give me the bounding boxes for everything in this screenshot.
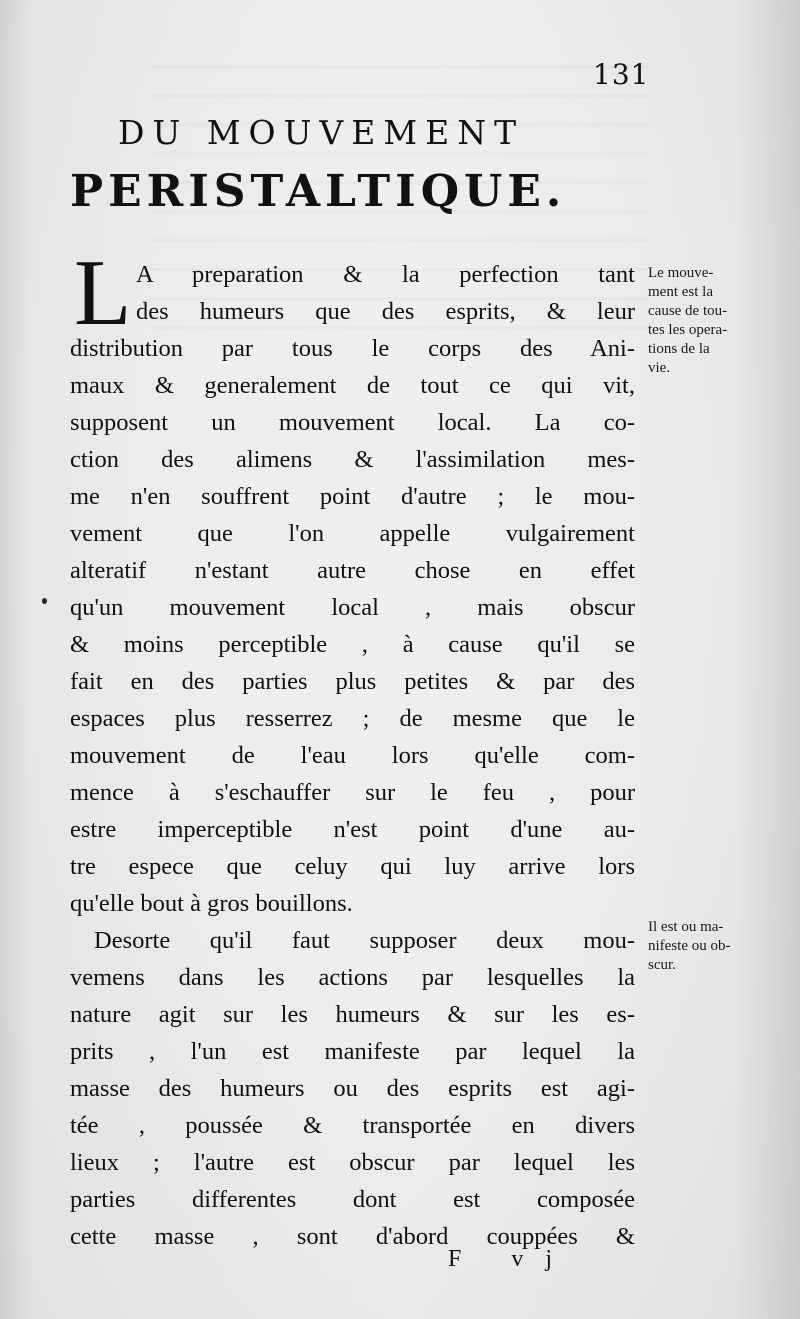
body-line: alteratif n'estant autre chose en effet [70, 557, 635, 584]
body-line: ction des alimens & l'assimilation mes- [70, 446, 635, 473]
body-line: tre espece que celuy qui luy arrive lors [70, 853, 635, 880]
margin-note-line: nifeste ou ob- [648, 938, 731, 954]
signature-mark: F vj [448, 1246, 575, 1272]
margin-note-line: Le mouve- [648, 265, 714, 281]
margin-note-1 [648, 264, 780, 378]
body-line: nature agit sur les humeurs & sur les es- [70, 1001, 635, 1028]
body-line: prits , l'un est manifeste par lequel la [70, 1038, 635, 1065]
page-number: 131 [593, 58, 650, 91]
chapter-title-line-1: DU MOUVEMENT [118, 113, 525, 152]
margin-note-line: cause de tou- [648, 303, 728, 319]
body-line: distribution par tous le corps des Ani- [70, 335, 635, 362]
body-line: maux & generalement de tout ce qui vit, [70, 372, 635, 399]
body-line: qu'un mouvement local , mais obscur [70, 594, 635, 621]
body-line: parties differentes dont est composée [70, 1186, 635, 1213]
drop-cap: L [74, 241, 132, 345]
body-line: tée , poussée & transportée en divers [70, 1112, 635, 1139]
margin-note-line: ment est la [648, 284, 713, 300]
margin-note-line: Il est ou ma- [648, 919, 724, 935]
body-line: Desorte qu'il faut supposer deux mou- [94, 927, 635, 954]
margin-note-line: tes les opera- [648, 322, 728, 338]
body-line: A preparation & la perfection tant [136, 261, 635, 288]
body-text [70, 256, 635, 1255]
body-line: & moins perceptible , à cause qu'il se [70, 631, 635, 658]
body-line: cette masse , sont d'abord couppées & [70, 1223, 635, 1250]
body-line: qu'elle bout à gros bouillons. [70, 890, 353, 917]
body-line: mence à s'eschauffer sur le feu , pour [70, 779, 635, 806]
body-line: mouvement de l'eau lors qu'elle com- [70, 742, 635, 769]
body-line: vemens dans les actions par lesquelles la [70, 964, 635, 991]
margin-note-2 [648, 918, 780, 975]
body-line: supposent un mouvement local. La co- [70, 409, 635, 436]
margin-note-line: vie. [648, 360, 671, 376]
margin-note-line: scur. [648, 957, 676, 973]
chapter-title-line-2: PERISTALTIQUE. [70, 166, 567, 217]
body-line: estre imperceptible n'est point d'une au- [70, 816, 635, 843]
body-line: vement que l'on appelle vulgairement [70, 520, 635, 547]
margin-note-line: tions de la [648, 341, 710, 357]
ink-smudge [42, 598, 47, 604]
body-line: me n'en souffrent point d'autre ; le mou- [70, 483, 635, 510]
body-line: fait en des parties plus petites & par des [70, 668, 635, 695]
body-line: lieux ; l'autre est obscur par lequel les [70, 1149, 635, 1176]
body-line: des humeurs que des esprits, & leur [136, 298, 635, 325]
body-line: espaces plus resserrez ; de mesme que le [70, 705, 635, 732]
body-line: masse des humeurs ou des esprits est agi- [70, 1075, 635, 1102]
